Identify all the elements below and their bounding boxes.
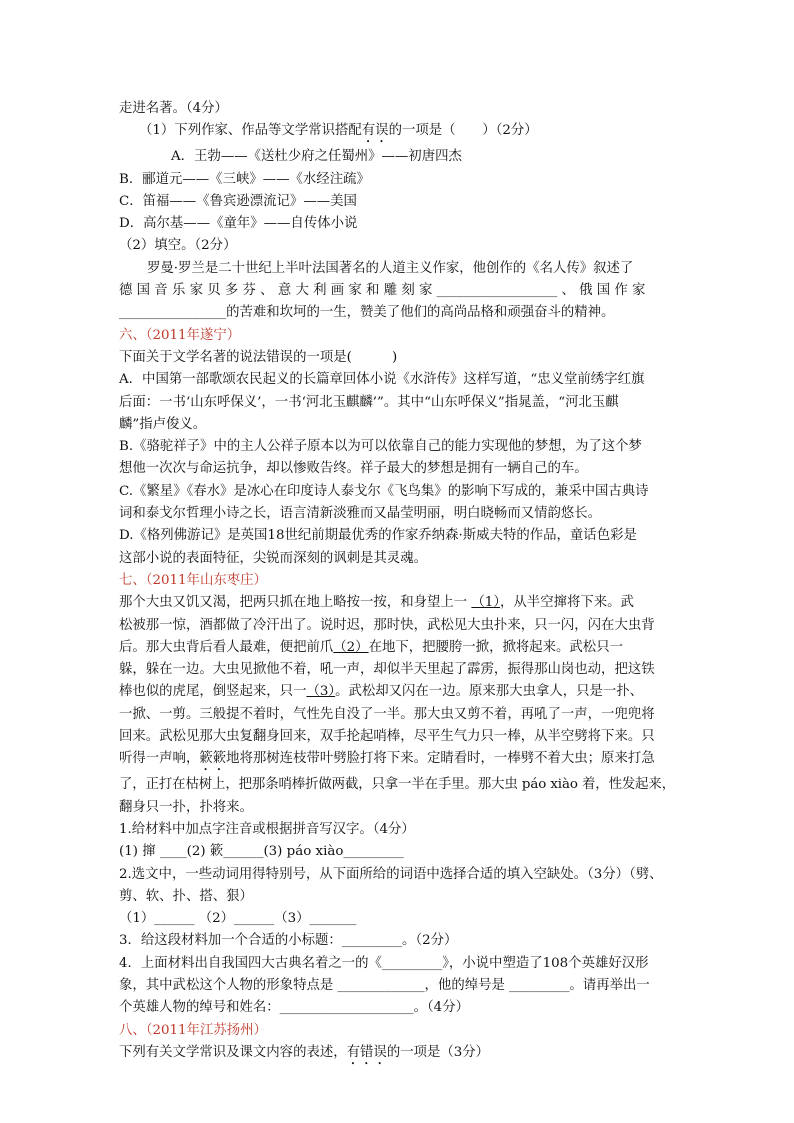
passage-line: 一掀、一剪。三般提不着时，气性先自没了一半。那大虫又剪不着，再吼了一声，一兜兜将 bbox=[119, 706, 655, 722]
option-d-line: 这部小说的表面特征，尖锐而深刻的讽刺是其灵魂。 bbox=[119, 550, 427, 566]
question-4: 个英雄人物的绰号和姓名：____________________。（4分） bbox=[119, 1000, 469, 1016]
section-heading: 八、（2011年江苏扬州） bbox=[119, 1022, 267, 1038]
paragraph-line: 德 国 音 乐 家 贝 多 芬 、 意 大 利 画 家 和 雕 刻 家 __________________ 、 俄 国 作 家 bbox=[119, 283, 646, 299]
paragraph-line: ________________的苦难和坎坷的一生，赞美了他们的高尚品格和顽强奋斗的精神。 bbox=[119, 305, 615, 321]
emphasis-dots: 有错误 bbox=[346, 1044, 387, 1060]
blank-3[interactable]: （3） bbox=[306, 684, 336, 700]
question-4: 象，其中武松这个人物的形象特点是 _____________，他的绰号是 _________。请再举出一 bbox=[119, 977, 650, 993]
option-a-line: A．中国第一部歌颂农民起义的长篇章回体小说《水浒传》这样写道，“忠义堂前绣字红旗 bbox=[119, 372, 645, 388]
passage-line: 那个大虫又饥又渴，把两只抓在地上略按一按，和身望上一 （1），从半空撺将下来。武 bbox=[119, 595, 634, 611]
section-intro: 走进名著。（4分） bbox=[119, 101, 228, 116]
option-d: D．高尔基——《童年》——自传体小说 bbox=[119, 216, 358, 232]
section-heading: 七、（2011年山东枣庄） bbox=[119, 572, 267, 588]
question-stem: 下列有关文学常识及课文内容的表述，有错误的一项是（3分） bbox=[119, 1044, 490, 1060]
paragraph-line: 罗曼·罗兰是二十世纪上半叶法国著名的人道主义作家，他创作的《名人传》叙述了 bbox=[147, 260, 634, 276]
section-heading: 六、（2011年遂宁） bbox=[119, 327, 241, 343]
option-c: C．笛福——《鲁宾逊漂流记》——美国 bbox=[119, 193, 357, 209]
emphasis-dots: 簌簌 bbox=[199, 751, 227, 767]
option-a: A．王勃——《送杜少府之任蜀州》——初唐四杰 bbox=[171, 149, 462, 165]
passage-line: 后。那大虫背后看人最难，便把前爪（2）在地下，把腰胯一掀，掀将起来。武松只一 bbox=[119, 639, 623, 655]
question-stem: 下面关于文学名著的说法错误的一项是( ) bbox=[119, 349, 398, 365]
option-b-line: 想他一次次与命运抗争，却以惨败告终。祥子最大的梦想是拥有一辆自己的车。 bbox=[119, 461, 588, 477]
question-1: 1.给材料中加点字注音或根据拼音写汉字。（4分） bbox=[119, 821, 415, 837]
option-a-line: 后面：一书‘山东呼保义’，一书‘河北玉麒麟’”。其中“山东呼保义”指晁盖，“河北玉麒 bbox=[119, 394, 619, 410]
passage-line: 听得一声响，簌簌地将那树连枝带叶劈脸打将下来。定睛看时，一棒劈不着大虫；原来打急 bbox=[119, 751, 655, 767]
fill-blank[interactable]: ________________ bbox=[119, 305, 227, 321]
option-b-line: B.《骆驼祥子》中的主人公祥子原本以为可以依靠自己的能力实现他的梦想，为了这个梦 bbox=[119, 439, 642, 455]
blank-1[interactable]: （1） bbox=[471, 595, 501, 611]
question-4: 4．上面材料出自我国四大古典名着之一的《_________》，小说中塑造了108个英雄好汉形 bbox=[119, 955, 649, 971]
question-2: （2）填空。（2分） bbox=[119, 238, 237, 254]
option-b: B．郦道元——《三峡》——《水经注疏》 bbox=[119, 171, 370, 187]
passage-line: 松被那一惊，酒都做了冷汗出了。说时迟，那时快，武松见大虫扑来，只一闪，闪在大虫背 bbox=[119, 617, 655, 633]
passage-line: 回来。武松见那大虫复翻身回来，双手抡起哨棒，尽平生气力只一棒，从半空劈将下来。只 bbox=[119, 729, 655, 745]
passage-line: 躲，躲在一边。大虫见掀他不着，吼一声，却似半天里起了霹雳，振得那山岗也动，把这铁 bbox=[119, 662, 655, 678]
passage-line: 翻身只一扑，扑将来。 bbox=[119, 799, 253, 815]
question-2: 2.选文中，一些动词用得特别号，从下面所给的词语中选择合适的填入空缺处。（3分）（劈、 bbox=[119, 866, 663, 882]
question-1: （1）下列作家、作品等文学常识搭配有误的一项是（ ）（2分） bbox=[139, 123, 538, 139]
option-c-line: 词和泰戈尔哲理小诗之长，语言清新淡雅而又晶莹明丽，明白晓畅而又情韵悠长。 bbox=[119, 506, 602, 522]
fill-blank[interactable]: __________________ bbox=[436, 283, 558, 299]
question-2-blanks[interactable]: （1）______ （2）______（3）_______ bbox=[119, 911, 357, 927]
question-3: 3．给这段材料加一个合适的小标题：_________。（2分） bbox=[119, 933, 458, 949]
emphasis-dots: 有误 bbox=[361, 123, 389, 139]
document-body bbox=[119, 98, 679, 1068]
option-c-line: C.《繁星》《春水》是冰心在印度诗人泰戈尔《飞鸟集》的影响下写成的，兼采中国古典诗 bbox=[119, 483, 649, 499]
question-2: 剪、软、扑、搭、狠） bbox=[119, 888, 253, 904]
passage-line: 了，正打在枯树上，把那条哨棒折做两截，只拿一半在手里。那大虫 páo xiào 着，性发起来， bbox=[119, 777, 676, 793]
option-a-line: 麟”指卢俊义。 bbox=[119, 416, 207, 432]
question-1-blanks[interactable]: (1) 撺 ____(2) 簌______(3) páo xiào_________ bbox=[119, 844, 404, 860]
option-d-line: D.《格列佛游记》是英国18世纪前期最优秀的作家乔纳森·斯威夫特的作品，童话色彩是 bbox=[119, 528, 637, 544]
blank-2[interactable]: （2） bbox=[333, 639, 369, 655]
passage-line: 棒也似的虎尾，倒竖起来，只一（3）。武松却又闪在一边。原来那大虫拿人，只是一扑、 bbox=[119, 684, 644, 700]
